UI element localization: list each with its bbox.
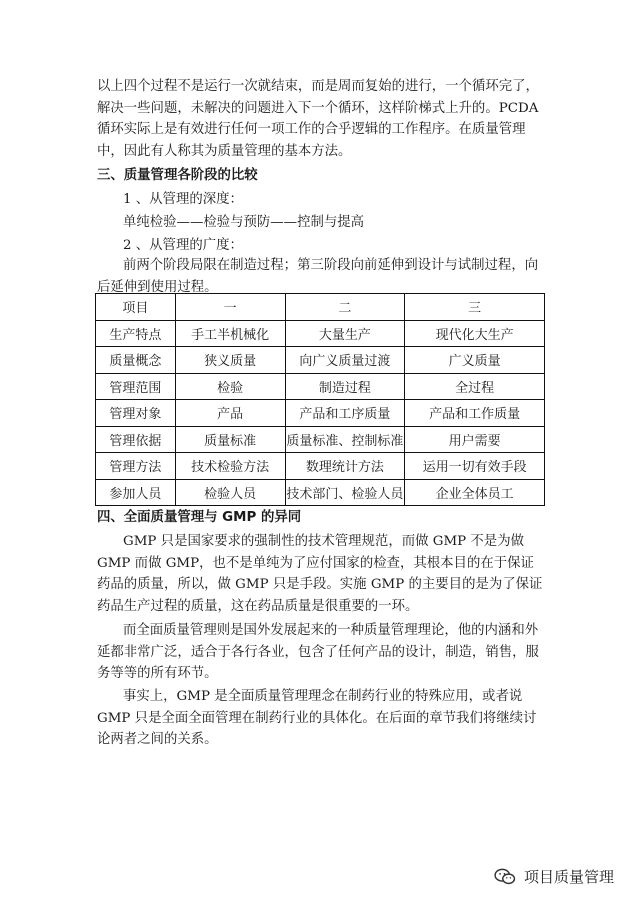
table-row [96,479,545,506]
table-cell: 产品 [175,400,285,427]
table-cell: 管理依据 [96,426,176,453]
table-row [96,400,545,427]
paragraph-relationship: 事实上，GMP 是全面质量管理理念在制药行业的特殊应用，或者说 GMP 只是全面全面管理在制药行业的具体化。在后面的章节我们将继续讨论两者之间的关系。 [97,689,537,747]
paragraph-pdca: 以上四个过程不是运行一次就结束，而是周而复始的进行，一个循环完了，解决一些问题，未解决的问题进入下一个循环，这样阶梯式上升的。PCDA 循环实际上是有效进行任何一项工作的合乎逻辑的工作程序。在质量管理中，因此有人称其为质量管理的基本方法。 [97,79,539,159]
table-cell: 管理对象 [96,400,176,427]
table-cell: 向广义质量过渡 [285,347,405,374]
table-row [96,453,545,480]
table-cell: 全过程 [405,373,545,400]
table-cell: 技术检验方法 [175,453,285,480]
table-cell: 产品和工序质量 [285,400,405,427]
table-cell: 生产特点 [96,320,176,347]
watermark [494,866,614,887]
table-cell: 产品和工作质量 [405,400,545,427]
table-header-cell: 三 [405,294,545,321]
table-cell: 技术部门、检验人员 [285,479,405,506]
table-cell: 管理方法 [96,453,176,480]
table-header-cell: 一 [175,294,285,321]
table-cell: 制造过程 [285,373,405,400]
table-header-row [96,294,545,321]
table-cell: 大量生产 [285,320,405,347]
breadth-label: 2 、从管理的广度： [123,238,243,253]
table-row [96,347,545,374]
table-cell: 广义质量 [405,347,545,374]
table-cell: 质量标准、控制标准 [285,426,405,453]
table-cell: 检验人员 [175,479,285,506]
paragraph-tqm: 而全面质量管理则是国外发展起来的一种质量管理理论，他的内涵和外延都非常广泛，适合于各行各业，包含了任何产品的设计，制造，销售，服务等等的所有环节。 [97,623,539,681]
table-cell: 企业全体员工 [405,479,545,506]
breadth-text: 前两个阶段局限在制造过程；第三阶段向前延伸到设计与试制过程，向后延伸到使用过程。 [97,258,539,295]
section-3-title: 三、质量管理各阶段的比较 [97,168,258,183]
table-cell: 管理范围 [96,373,176,400]
paragraph-gmp: GMP 只是国家要求的强制性的技术管理规范，而做 GMP 不是为做 GMP 而做 GMP，也不是单纯为了应付国家的检查，其根本目的在于保证药品的质量，所以，做 GMP 只是手段。实施 GMP 的主要目的是为了保证药品生产过程的质量，这在药品质量是很重要的一环。 [97,534,543,614]
watermark-text: 项目质量管理 [524,868,615,886]
table-row [96,320,545,347]
table-row [96,373,545,400]
table-cell: 质量标准 [175,426,285,453]
table-cell: 现代化大生产 [405,320,545,347]
table-cell: 运用一切有效手段 [405,453,545,480]
wechat-icon [494,868,516,886]
section-4-title: 四、全面质量管理与 GMP 的异同 [97,510,302,525]
depth-text: 单纯检验——检验与预防——控制与提高 [123,215,365,230]
table-row [96,426,545,453]
depth-label: 1 、从管理的深度： [123,192,243,207]
table-cell: 数理统计方法 [285,453,405,480]
stage-comparison-table [95,293,545,506]
table-cell: 检验 [175,373,285,400]
table-header-cell: 项目 [96,294,176,321]
table-header-cell: 二 [285,294,405,321]
table-cell: 手工半机械化 [175,320,285,347]
table-cell: 质量概念 [96,347,176,374]
table-cell: 参加人员 [96,479,176,506]
table-cell: 狭义质量 [175,347,285,374]
table-cell: 用户需要 [405,426,545,453]
